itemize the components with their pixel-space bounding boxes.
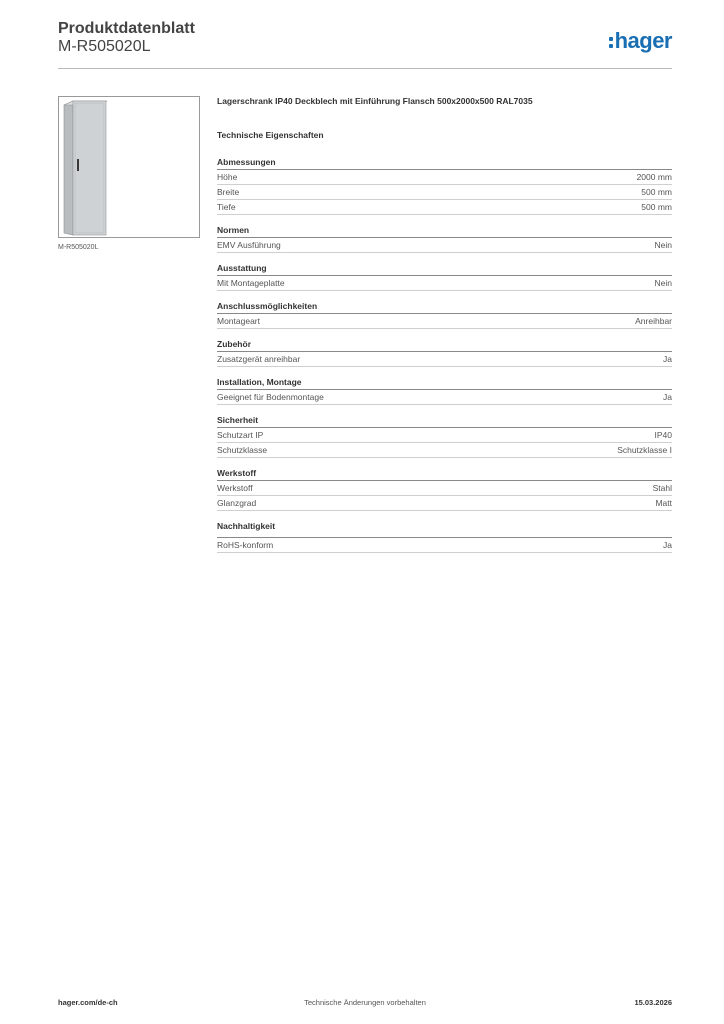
product-description: Lagerschrank IP40 Deckblech mit Einführung Flansch 500x2000x500 RAL7035 <box>217 96 533 106</box>
hager-logo <box>609 28 672 54</box>
section-title: Technische Eigenschaften <box>217 130 324 140</box>
spec-label: Höhe <box>217 172 238 182</box>
spec-label: Montageart <box>217 316 260 326</box>
page-header <box>58 20 672 70</box>
spec-label: Geeignet für Bodenmontage <box>217 392 324 402</box>
spec-value: Nein <box>654 240 672 250</box>
spec-row <box>217 352 672 367</box>
spec-label: Werkstoff <box>217 483 253 493</box>
spec-group-abmessungen <box>217 156 672 215</box>
spec-value: 500 mm <box>641 187 672 197</box>
spec-label: RoHS-konform <box>217 540 274 550</box>
footer-date: 15.03.2026 <box>634 998 672 1007</box>
spec-value: Stahl <box>652 483 672 493</box>
spec-group-werkstoff <box>217 467 672 511</box>
spec-row <box>217 390 672 405</box>
group-title: Anschlussmöglichkeiten <box>217 300 672 314</box>
spec-value: Schutzklasse I <box>617 445 672 455</box>
spec-group-anschluss <box>217 300 672 329</box>
footer-notice: Technische Änderungen vorbehalten <box>304 998 426 1007</box>
product-code: M-R505020L <box>58 38 151 55</box>
spec-row <box>217 314 672 329</box>
spec-row <box>217 238 672 253</box>
spec-value: Ja <box>663 540 672 550</box>
spec-value: Anreihbar <box>635 316 672 326</box>
spec-value: Matt <box>655 498 672 508</box>
group-title: Normen <box>217 224 672 238</box>
spec-value: 500 mm <box>641 202 672 212</box>
spec-group-zubehoer <box>217 338 672 367</box>
footer-website-link[interactable]: hager.com/de-ch <box>58 998 118 1007</box>
spec-label: Mit Montageplatte <box>217 278 285 288</box>
group-title: Werkstoff <box>217 467 672 481</box>
spec-row <box>217 443 672 458</box>
spec-label: Breite <box>217 187 240 197</box>
group-title: Zubehör <box>217 338 672 352</box>
spec-row <box>217 276 672 291</box>
group-title: Nachhaltigkeit <box>217 520 672 538</box>
spec-group-nachhaltigkeit <box>217 520 672 553</box>
spec-label: Glanzgrad <box>217 498 257 508</box>
spec-label: Schutzklasse <box>217 445 268 455</box>
product-image <box>58 96 200 238</box>
spec-value: Ja <box>663 354 672 364</box>
spec-value: Ja <box>663 392 672 402</box>
spec-group-normen <box>217 224 672 253</box>
spec-value: IP40 <box>654 430 672 440</box>
spec-value: 2000 mm <box>636 172 672 182</box>
group-title: Abmessungen <box>217 156 672 170</box>
spec-group-sicherheit <box>217 414 672 458</box>
spec-value: Nein <box>654 278 672 288</box>
page-title: Produktdatenblatt <box>58 20 195 37</box>
spec-label: EMV Ausführung <box>217 240 281 250</box>
spec-row <box>217 200 672 215</box>
spec-row <box>217 538 672 553</box>
spec-row <box>217 185 672 200</box>
group-title: Ausstattung <box>217 262 672 276</box>
logo-dots-icon <box>609 37 613 48</box>
spec-group-installation <box>217 376 672 405</box>
spec-group-ausstattung <box>217 262 672 291</box>
spec-label: Zusatzgerät anreihbar <box>217 354 301 364</box>
spec-row <box>217 170 672 185</box>
logo-text: hager <box>614 28 672 53</box>
header-divider <box>58 68 672 69</box>
product-details <box>217 96 672 562</box>
group-title: Installation, Montage <box>217 376 672 390</box>
image-caption: M-R505020L <box>58 244 99 251</box>
group-title: Sicherheit <box>217 414 672 428</box>
spec-label: Schutzart IP <box>217 430 264 440</box>
spec-row <box>217 481 672 496</box>
cabinet-illustration-icon <box>59 97 199 237</box>
spec-row <box>217 496 672 511</box>
spec-label: Tiefe <box>217 202 236 212</box>
spec-row <box>217 428 672 443</box>
